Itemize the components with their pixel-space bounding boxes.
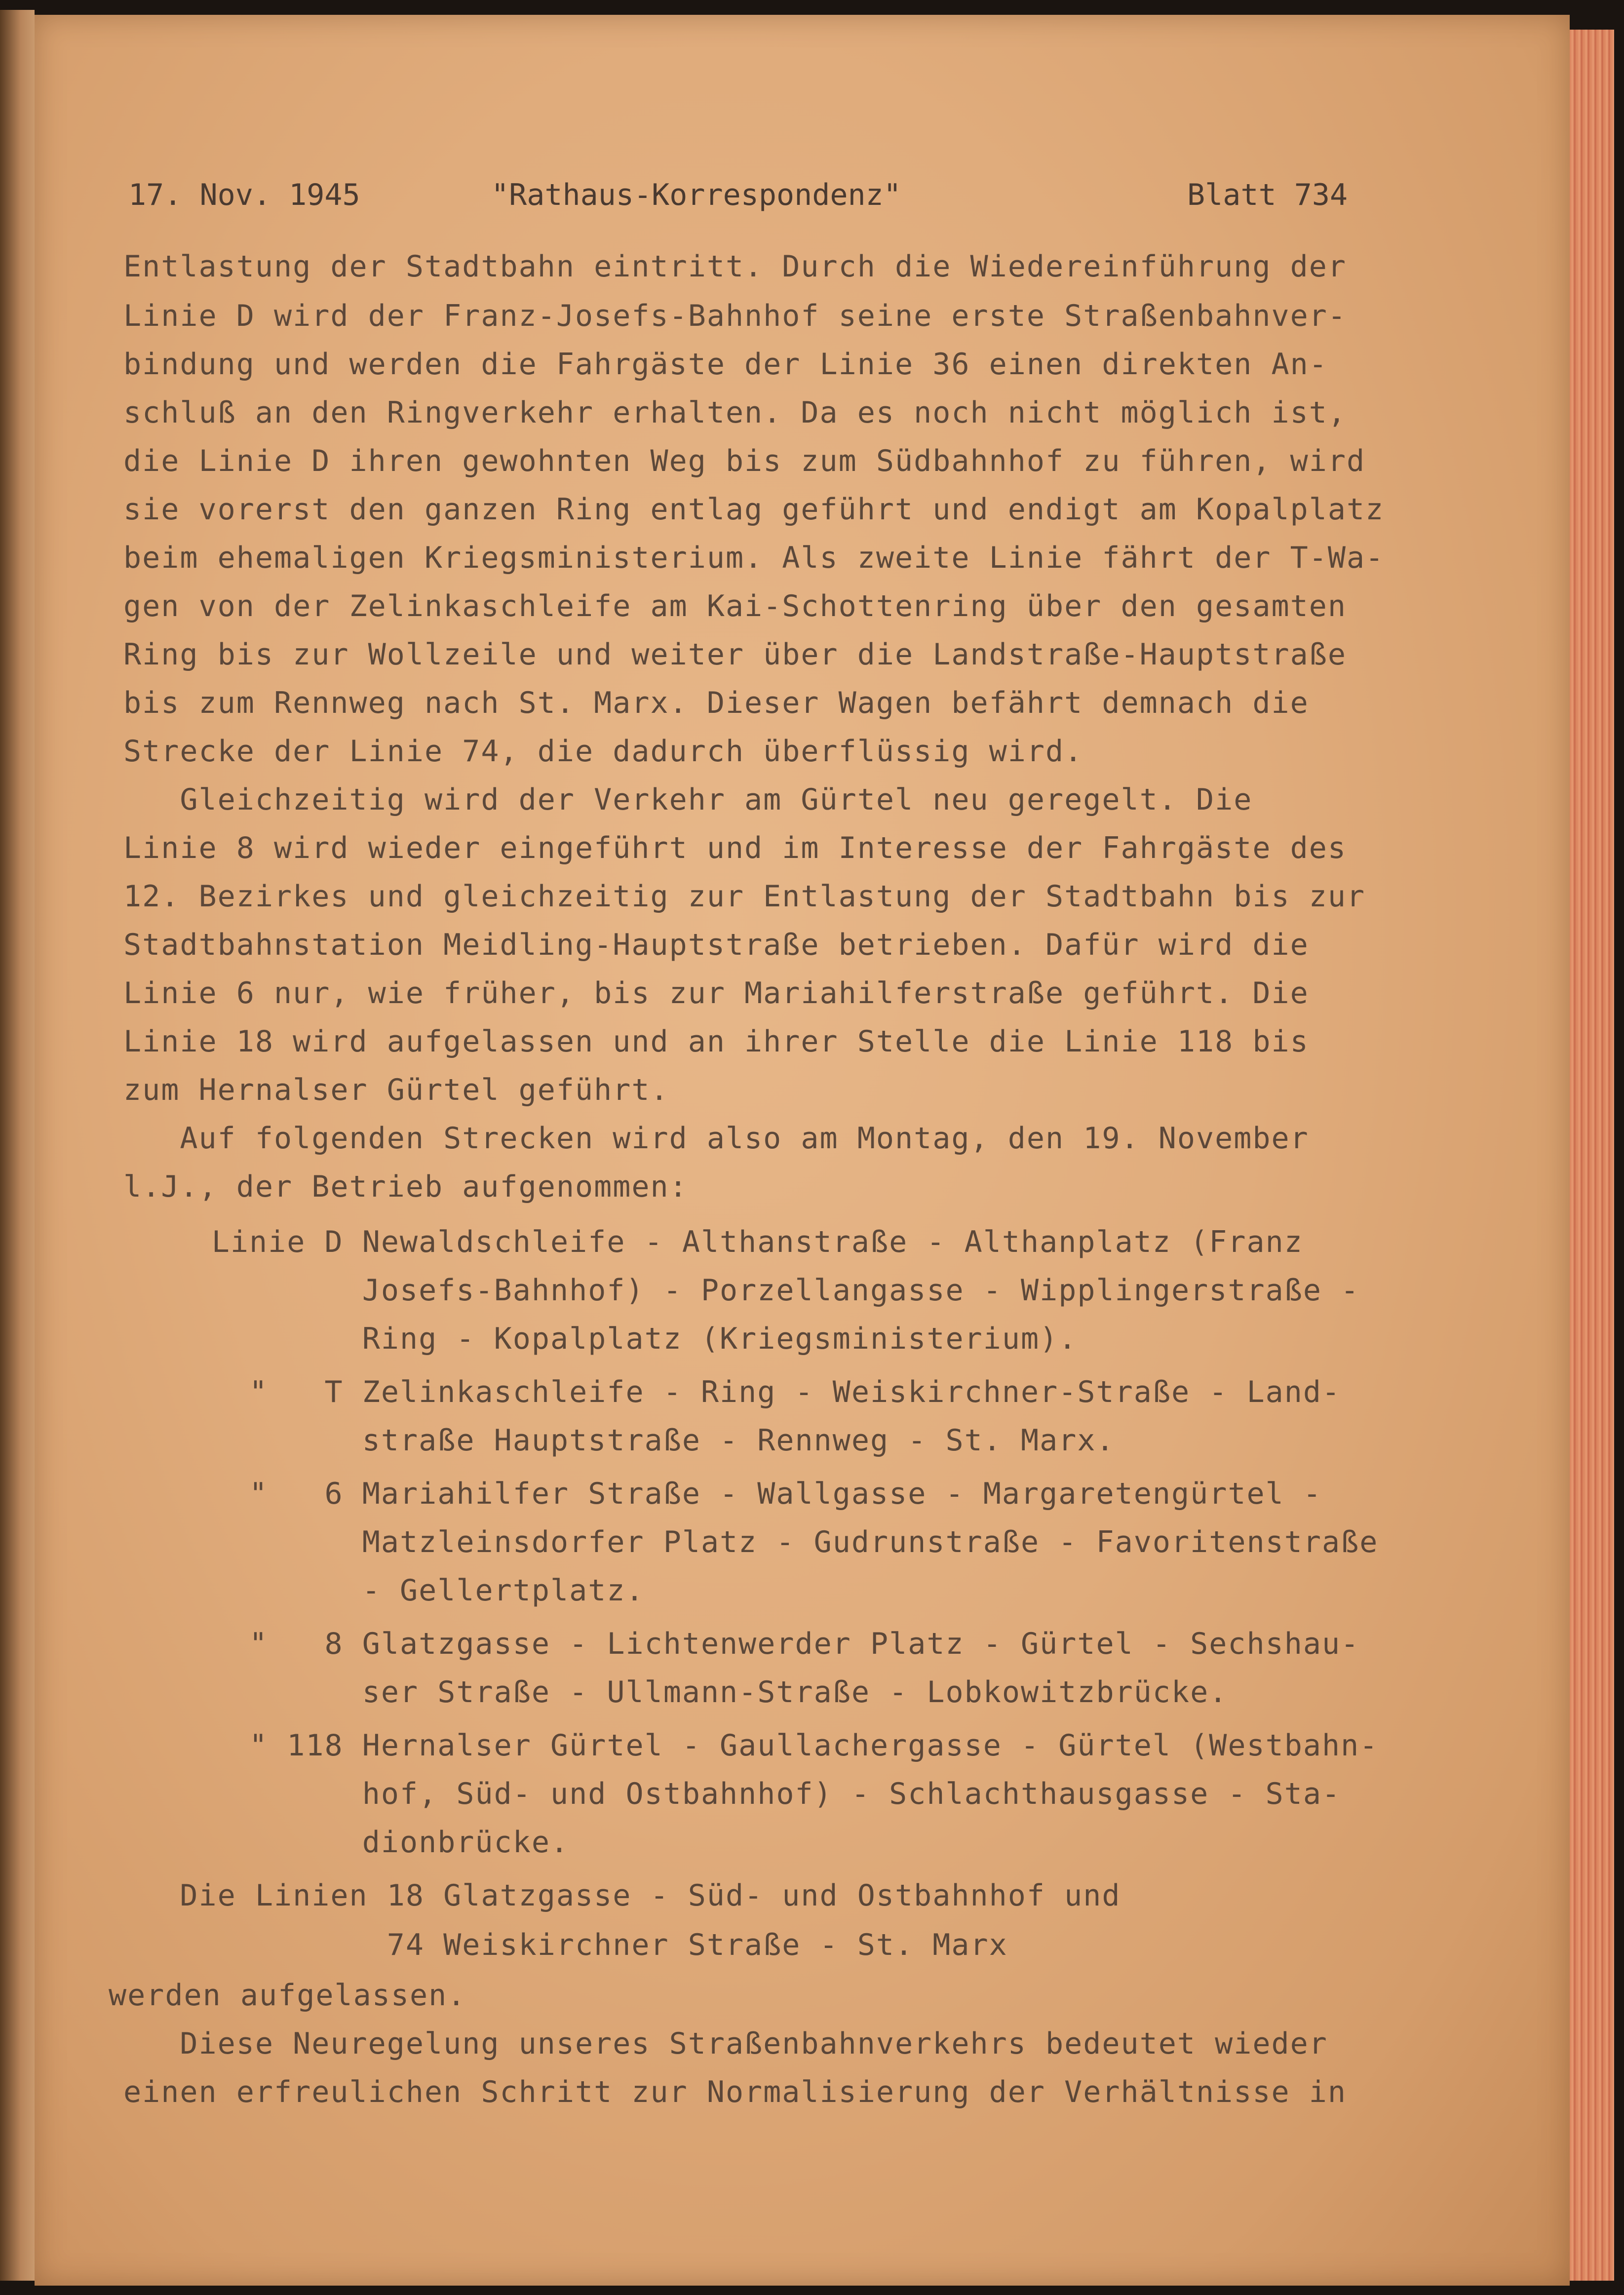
closing-line: Die Linien 18 Glatzgasse - Süd- und Ostbahnhof und [123,1878,1121,1913]
text-line: gen von der Zelinkaschleife am Kai-Schottenring über den gesamten [123,589,1347,623]
text-line: Linie 6 nur, wie früher, bis zur Mariahilferstraße geführt. Die [123,976,1309,1011]
text-line: schluß an den Ringverkehr erhalten. Da es noch nicht möglich ist, [123,395,1347,430]
text-line: Linie 8 wird wieder eingeführt und im Interesse der Fahrgäste des [123,831,1347,865]
typewritten-sheet [35,15,1570,2286]
text-line: beim ehemaligen Kriegsministerium. Als zweite Linie fährt der T-Wa- [123,541,1385,575]
route-line: Linie D Newaldschleife - Althanstraße - Althanplatz (Franz [99,1225,1303,1259]
text-line: Auf folgenden Strecken wird also am Montag, den 19. November [123,1121,1309,1156]
route-line: " 8 Glatzgasse - Lichtenwerder Platz - Gürtel - Sechshau- [99,1627,1360,1661]
closing-line: Diese Neuregelung unseres Straßenbahnverkehrs bedeutet wieder [123,2026,1328,2061]
route-line: - Gellertplatz. [99,1573,645,1608]
closing-line: werden aufgelassen. [109,1978,466,2013]
text-line: bis zum Rennweg nach St. Marx. Dieser Wagen befährt demnach die [123,686,1309,720]
header-publication: "Rathaus-Korrespondenz" [491,178,901,212]
route-line: hof, Süd- und Ostbahnhof) - Schlachthausgasse - Sta- [99,1777,1341,1811]
text-line: 12. Bezirkes und gleichzeitig zur Entlastung der Stadtbahn bis zur [123,879,1366,914]
route-line: Matzleinsdorfer Platz - Gudrunstraße - Favoritenstraße [99,1525,1379,1559]
route-line: dionbrücke. [99,1825,570,1860]
route-line: " 6 Mariahilfer Straße - Wallgasse - Margaretengürtel - [99,1477,1322,1511]
text-line: Stadtbahnstation Meidling-Hauptstraße betrieben. Dafür wird die [123,928,1309,962]
header-date: 17. Nov. 1945 [128,178,360,212]
text-line: sie vorerst den ganzen Ring entlag geführt und endigt am Kopalplatz [123,492,1385,527]
text-line: zum Hernalser Gürtel geführt. [123,1073,669,1107]
left-page-edge [0,10,35,2281]
route-line: Ring - Kopalplatz (Kriegsministerium). [99,1322,1078,1356]
text-line: die Linie D ihren gewohnten Weg bis zum Südbahnhof zu führen, wird [123,444,1366,478]
text-line: Linie D wird der Franz-Josefs-Bahnhof seine erste Straßenbahnver- [123,299,1347,333]
header-sheet-number: Blatt 734 [1187,178,1348,212]
text-line: bindung und werden die Fahrgäste der Linie 36 einen direkten An- [123,347,1328,382]
text-line: Linie 18 wird aufgelassen und an ihrer Stelle die Linie 118 bis [123,1024,1309,1059]
route-line: Josefs-Bahnhof) - Porzellangasse - Wipplingerstraße - [99,1273,1360,1308]
right-page-stack-edge [1570,30,1614,2281]
text-line: Strecke der Linie 74, die dadurch überflüssig wird. [123,734,1083,769]
route-line: " 118 Hernalser Gürtel - Gaullachergasse - Gürtel (Westbahn- [99,1728,1379,1763]
closing-line: 74 Weiskirchner Straße - St. Marx [123,1928,1008,1962]
text-line: Ring bis zur Wollzeile und weiter über die Landstraße-Hauptstraße [123,637,1347,672]
text-line: l.J., der Betrieb aufgenommen: [123,1169,688,1204]
document-page [35,15,1570,2286]
text-line: Gleichzeitig wird der Verkehr am Gürtel neu geregelt. Die [123,782,1253,817]
text-line: Entlastung der Stadtbahn eintritt. Durch die Wiedereinführung der [123,249,1347,284]
closing-line: einen erfreulichen Schritt zur Normalisierung der Verhältnisse in [123,2075,1347,2109]
route-line: straße Hauptstraße - Rennweg - St. Marx. [99,1423,1115,1458]
route-line: ser Straße - Ullmann-Straße - Lobkowitzbrücke. [99,1675,1228,1710]
route-line: " T Zelinkaschleife - Ring - Weiskirchner-Straße - Land- [99,1375,1341,1409]
